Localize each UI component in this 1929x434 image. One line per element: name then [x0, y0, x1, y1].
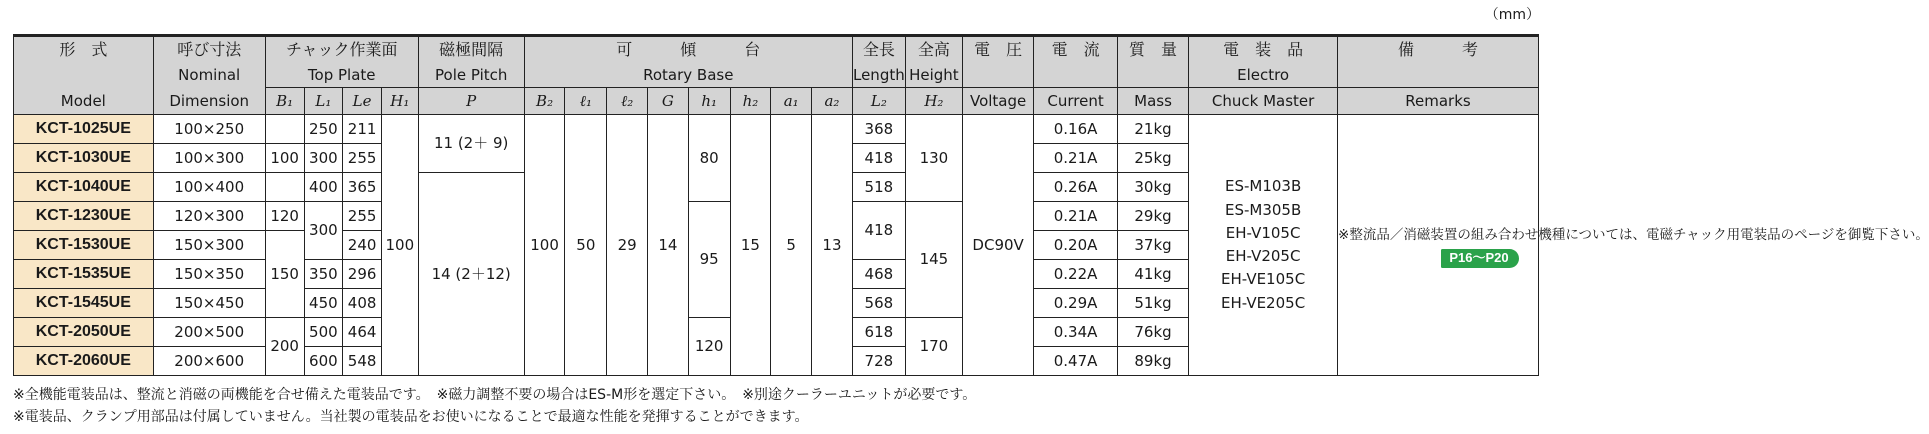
- dimension-cell: 200×500: [153, 318, 265, 347]
- le-cell: 296: [343, 260, 382, 289]
- l2-cell: 518: [852, 173, 905, 202]
- mass-cell: 51kg: [1117, 289, 1188, 318]
- current-cell: 0.47A: [1034, 347, 1118, 376]
- header-length-en: Length: [852, 63, 905, 88]
- h1-cell: 100: [381, 115, 418, 376]
- l1-cell: 300: [304, 202, 343, 260]
- symbol-g: G: [648, 88, 689, 115]
- header-current: 電 流: [1034, 36, 1118, 64]
- header-length: 全長: [852, 36, 905, 64]
- model-cell: KCT-1545UE: [14, 289, 154, 318]
- current-cell: 0.21A: [1034, 144, 1118, 173]
- a1-cell: 5: [771, 115, 812, 376]
- l2-cell: 728: [852, 347, 905, 376]
- header-electro-en2: Chuck Master: [1189, 88, 1338, 115]
- le-cell: 408: [343, 289, 382, 318]
- b2-cell: 100: [524, 115, 565, 376]
- symbol-a1: a₁: [771, 88, 812, 115]
- unit-label: （mm）: [1484, 7, 1540, 23]
- header-voltage-en: Voltage: [962, 88, 1033, 115]
- symbol-le: Le: [343, 88, 382, 115]
- header-row-jp: [14, 36, 1539, 64]
- b1-cell: 120: [265, 202, 304, 231]
- h1-small-cell: 120: [688, 318, 730, 376]
- l1-cell: 500: [304, 318, 343, 347]
- electro-list-cell: [1189, 115, 1338, 376]
- footnote-line: ※電装品、クランプ用部品は付属していません。当社製の電装品をお使いになることで最適な性能を発揮することができます。: [13, 408, 809, 425]
- header-row-en: [14, 63, 1539, 88]
- model-cell: KCT-1040UE: [14, 173, 154, 202]
- header-dimension: 呼び寸法: [153, 36, 265, 64]
- l1-cell: 250: [304, 115, 343, 144]
- electro-item: EH-V205C: [1225, 247, 1301, 265]
- current-cell: 0.29A: [1034, 289, 1118, 318]
- remarks-cell: [1338, 115, 1929, 376]
- table-row: [14, 115, 1539, 144]
- header-dimension-en2: Dimension: [153, 88, 265, 115]
- model-cell: KCT-1230UE: [14, 202, 154, 231]
- h1-small-cell: 80: [688, 115, 730, 202]
- pole-pitch-cell: 14 (2＋12): [418, 173, 524, 376]
- b1-cell: 150: [265, 231, 304, 318]
- mass-cell: 89kg: [1117, 347, 1188, 376]
- dimension-cell: 120×300: [153, 202, 265, 231]
- header-current-en: Current: [1034, 88, 1118, 115]
- header-row-symbols: [14, 88, 1539, 115]
- h2-cell: 130: [905, 115, 962, 202]
- header-height: 全高: [905, 36, 962, 64]
- symbol-b1: B₁: [265, 88, 304, 115]
- symbol-b2: B₂: [524, 88, 565, 115]
- dimension-cell: 150×300: [153, 231, 265, 260]
- dimension-cell: 100×300: [153, 144, 265, 173]
- header-electro-en: Electro: [1189, 63, 1338, 88]
- l2-cell: 618: [852, 318, 905, 347]
- le-cell: 548: [343, 347, 382, 376]
- header-pole-pitch-en: Pole Pitch: [418, 63, 524, 88]
- symbol-h1: H₁: [381, 88, 418, 115]
- l2-cell: 368: [852, 115, 905, 144]
- l1-cell: 450: [304, 289, 343, 318]
- h2-cell: 145: [905, 202, 962, 318]
- model-cell: KCT-2060UE: [14, 347, 154, 376]
- l-script-1-cell: 50: [565, 115, 607, 376]
- header-electro: 電 装 品: [1189, 36, 1338, 64]
- mass-cell: 30kg: [1117, 173, 1188, 202]
- electro-item: EH-VE205C: [1221, 293, 1306, 312]
- current-cell: 0.21A: [1034, 202, 1118, 231]
- header-voltage: 電 圧: [962, 36, 1033, 64]
- header-rotary-base: 可 傾 台: [524, 36, 852, 64]
- dimension-cell: 150×450: [153, 289, 265, 318]
- current-cell: 0.22A: [1034, 260, 1118, 289]
- header-rotary-base-en: Rotary Base: [524, 63, 852, 88]
- le-cell: 464: [343, 318, 382, 347]
- symbol-l2: L₂: [852, 88, 905, 115]
- h1-small-cell: 95: [688, 202, 730, 318]
- l1-cell: 350: [304, 260, 343, 289]
- header-height-en: Height: [905, 63, 962, 88]
- symbol-a2: a₂: [812, 88, 853, 115]
- symbol-l-script-1: ℓ₁: [565, 88, 607, 115]
- a2-cell: 13: [812, 115, 853, 376]
- current-cell: 0.34A: [1034, 318, 1118, 347]
- le-cell: 240: [343, 231, 382, 260]
- l-script-2-cell: 29: [607, 115, 648, 376]
- g-cell: 14: [648, 115, 689, 376]
- symbol-h1-small: h₁: [688, 88, 730, 115]
- pole-pitch-cell: 11 (2＋ 9): [418, 115, 524, 173]
- header-remarks: 備 考: [1338, 36, 1539, 64]
- mass-cell: 41kg: [1117, 260, 1188, 289]
- current-cell: 0.16A: [1034, 115, 1118, 144]
- model-cell: KCT-1535UE: [14, 260, 154, 289]
- page-reference-badge[interactable]: P16～P20: [1441, 249, 1518, 267]
- footnotes: [13, 385, 976, 428]
- h2-cell: 170: [905, 318, 962, 376]
- footnote-line: ※全機能電装品は、整流と消磁の両機能を合せ備えた電装品です。 ※磁力調整不要の場合はES-M形を選定下さい。 ※別途クーラーユニットが必要です。: [13, 387, 977, 403]
- l1-cell: 600: [304, 347, 343, 376]
- voltage-cell: DC90V: [962, 115, 1033, 376]
- current-cell: 0.26A: [1034, 173, 1118, 202]
- l1-cell: 300: [304, 144, 343, 173]
- dimension-cell: 100×250: [153, 115, 265, 144]
- model-cell: KCT-2050UE: [14, 318, 154, 347]
- l2-cell: 568: [852, 289, 905, 318]
- header-top-plate-en: Top Plate: [265, 63, 418, 88]
- model-cell: KCT-1030UE: [14, 144, 154, 173]
- electro-item: ES-M103B: [1224, 177, 1302, 196]
- le-cell: 211: [343, 115, 382, 144]
- mass-cell: 29kg: [1117, 202, 1188, 231]
- le-cell: 365: [343, 173, 382, 202]
- symbol-l-script-2: ℓ₂: [607, 88, 648, 115]
- header-mass-en: Mass: [1117, 88, 1188, 115]
- header-dimension-en: Nominal: [153, 63, 265, 88]
- le-cell: 255: [343, 202, 382, 231]
- le-cell: 255: [343, 144, 382, 173]
- mass-cell: 76kg: [1117, 318, 1188, 347]
- spec-table: [13, 34, 1929, 376]
- l1-cell: 400: [304, 173, 343, 202]
- dimension-cell: 150×350: [153, 260, 265, 289]
- b1-cell: 200: [265, 318, 304, 376]
- mass-cell: 21kg: [1117, 115, 1188, 144]
- b1-cell: 100: [265, 144, 304, 173]
- current-cell: 0.20A: [1034, 231, 1118, 260]
- h2-small-cell: 15: [730, 115, 771, 376]
- l2-cell: 418: [852, 202, 905, 260]
- symbol-l1: L₁: [304, 88, 343, 115]
- electro-item: ES-M305B: [1224, 200, 1302, 219]
- mass-cell: 37kg: [1117, 231, 1188, 260]
- header-model-en: Model: [14, 88, 154, 115]
- model-cell: KCT-1530UE: [14, 231, 154, 260]
- symbol-p: P: [418, 88, 524, 115]
- electro-item: EH-V105C: [1225, 223, 1301, 242]
- model-cell: KCT-1025UE: [14, 115, 154, 144]
- l2-cell: 468: [852, 260, 905, 289]
- header-mass: 質 量: [1117, 36, 1188, 64]
- mass-cell: 25kg: [1117, 144, 1188, 173]
- remarks-text: ※整流品／消磁装置の組み合わせ機種については、電磁チャック用電装品のページを御覧下さい。: [1338, 227, 1929, 244]
- l2-cell: 418: [852, 144, 905, 173]
- header-pole-pitch: 磁極間隔: [418, 36, 524, 64]
- dimension-cell: 100×400: [153, 173, 265, 202]
- header-top-plate: チャック作業面: [265, 36, 418, 64]
- symbol-h2: H₂: [905, 88, 962, 115]
- symbol-h2-small: h₂: [730, 88, 771, 115]
- electro-item: EH-VE105C: [1221, 270, 1306, 289]
- dimension-cell: 200×600: [153, 347, 265, 376]
- header-remarks-en: Remarks: [1338, 88, 1539, 115]
- header-model: 形 式: [14, 36, 154, 64]
